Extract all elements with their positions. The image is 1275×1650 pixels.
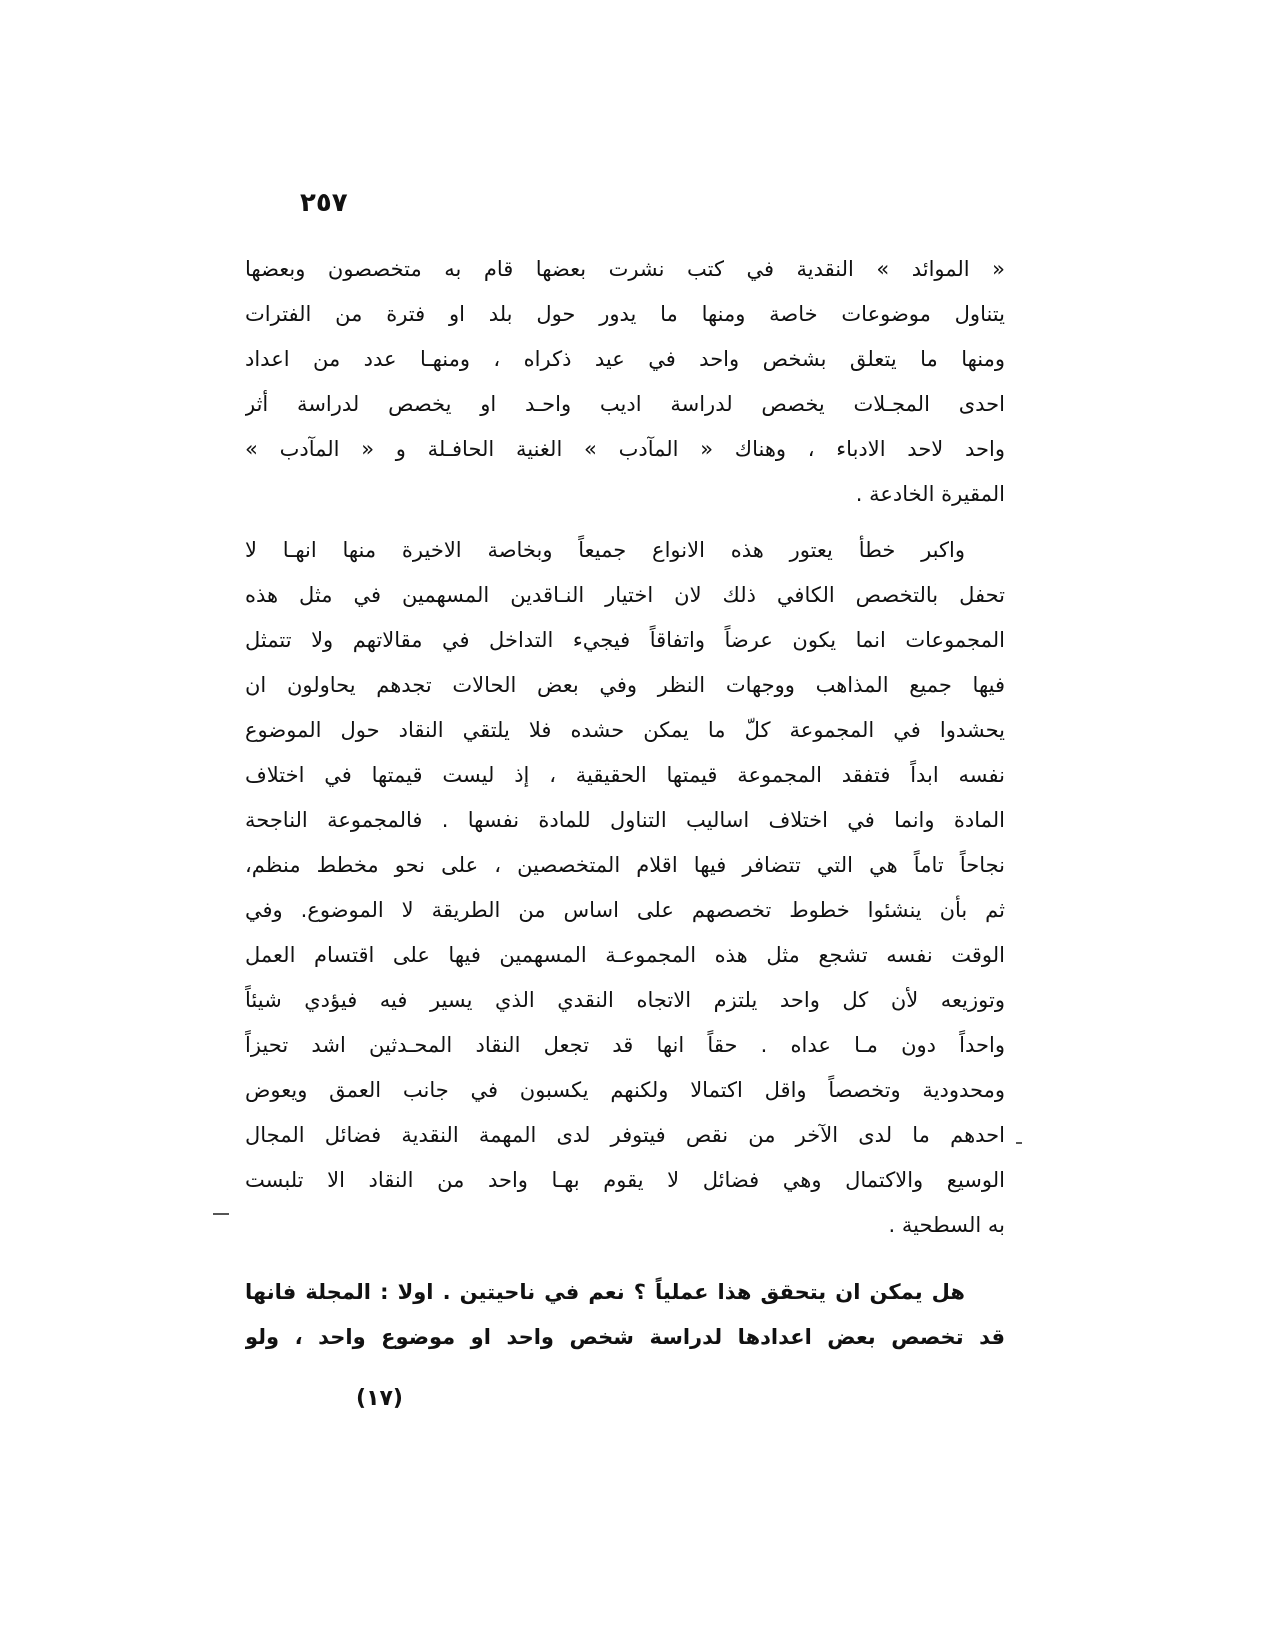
text-line: قد تخصص بعض اعدادها لدراسة شخص واحد او موضوع واحد ، ولو xyxy=(245,1325,1005,1349)
paragraph-2 xyxy=(245,528,1005,1248)
text-line: يتناول موضوعات خاصة ومنها ما يدور حول بلد او فترة من الفترات xyxy=(245,302,1005,326)
text-line: ومحدودية وتخصصاً واقل اكتمالا ولكنهم يكسبون في جانب العمق ويعوض xyxy=(245,1078,1005,1102)
text-line: المادة وانما في اختلاف اساليب التناول للمادة نفسها . فالمجموعة الناجحة xyxy=(245,808,1005,832)
text-line: « الموائد » النقدية في كتب نشرت بعضها قام به متخصصون وبعضها xyxy=(245,257,1005,281)
text-line: واحداً دون مـا عداه . حقاً انها قد تجعل النقاد المحـدثين اشد تحيزاً xyxy=(245,1033,1005,1057)
paragraph-3 xyxy=(245,1270,1005,1360)
paragraph-1 xyxy=(245,247,1005,517)
margin-mark xyxy=(1016,1142,1022,1144)
text-line: المقيرة الخادعة . xyxy=(855,482,1005,506)
text-line: به السطحية . xyxy=(888,1213,1005,1237)
text-line: وتوزيعه لأن كل واحد يلتزم الاتجاه النقدي الذي يسير فيه فيؤدي شيئاً xyxy=(245,988,1005,1012)
text-line: الوقت نفسه تشجع مثل هذه المجموعـة المسهمين فيها على اقتسام العمل xyxy=(245,943,1005,967)
text-line: ومنها ما يتعلق بشخص واحد في عيد ذكراه ، ومنهـا عدد من اعداد xyxy=(245,347,1005,371)
text-line: الوسيع والاكتمال وهي فضائل لا يقوم بهـا واحد من النقاد الا تلبست xyxy=(245,1168,1005,1192)
text-line: ثم بأن ينشئوا خطوط تخصصهم على اساس من الطريقة لا الموضوع. وفي xyxy=(245,898,1005,922)
text-line: واحد لاحد الادباء ، وهناك « المآدب » الغنية الحافـلة و « المآدب » xyxy=(245,437,1005,461)
signature-mark: (١٧) xyxy=(356,1386,403,1411)
text-line: يحشدوا في المجموعة كلّ ما يمكن حشده فلا يلتقي النقاد حول الموضوع xyxy=(245,718,1005,742)
page-number: ٢٥٧ xyxy=(300,188,348,218)
margin-mark xyxy=(213,1213,229,1215)
text-line: فيها جميع المذاهب ووجهات النظر وفي بعض الحالات تجدهم يحاولون ان xyxy=(245,673,1005,697)
text-line: واكبر خطأ يعتور هذه الانواع جميعاً وبخاصة الاخيرة منها انهـا لا xyxy=(245,538,965,562)
text-line: نجاحاً تاماً هي التي تتضافر فيها اقلام المتخصصين ، على نحو مخطط منظم، xyxy=(245,853,1005,877)
text-line: تحفل بالتخصص الكافي ذلك لان اختيار النـاقدين المسهمين في مثل هذه xyxy=(245,583,1005,607)
text-line: هل يمكن ان يتحقق هذا عملياً ؟ نعم في ناحيتين . اولا : المجلة فانها xyxy=(245,1280,965,1304)
text-line: احدهم ما لدى الآخر من نقص فيتوفر لدى المهمة النقدية فضائل المجال xyxy=(245,1123,1005,1147)
text-line: احدى المجـلات يخصص لدراسة اديب واحـد او يخصص لدراسة أثر xyxy=(245,392,1005,416)
text-line: المجموعات انما يكون عرضاً واتفاقاً فيجيء التداخل في مقالاتهم ولا تتمثل xyxy=(245,628,1005,652)
text-line: نفسه ابداً فتفقد المجموعة قيمتها الحقيقية ، إذ ليست قيمتها في اختلاف xyxy=(245,763,1005,787)
